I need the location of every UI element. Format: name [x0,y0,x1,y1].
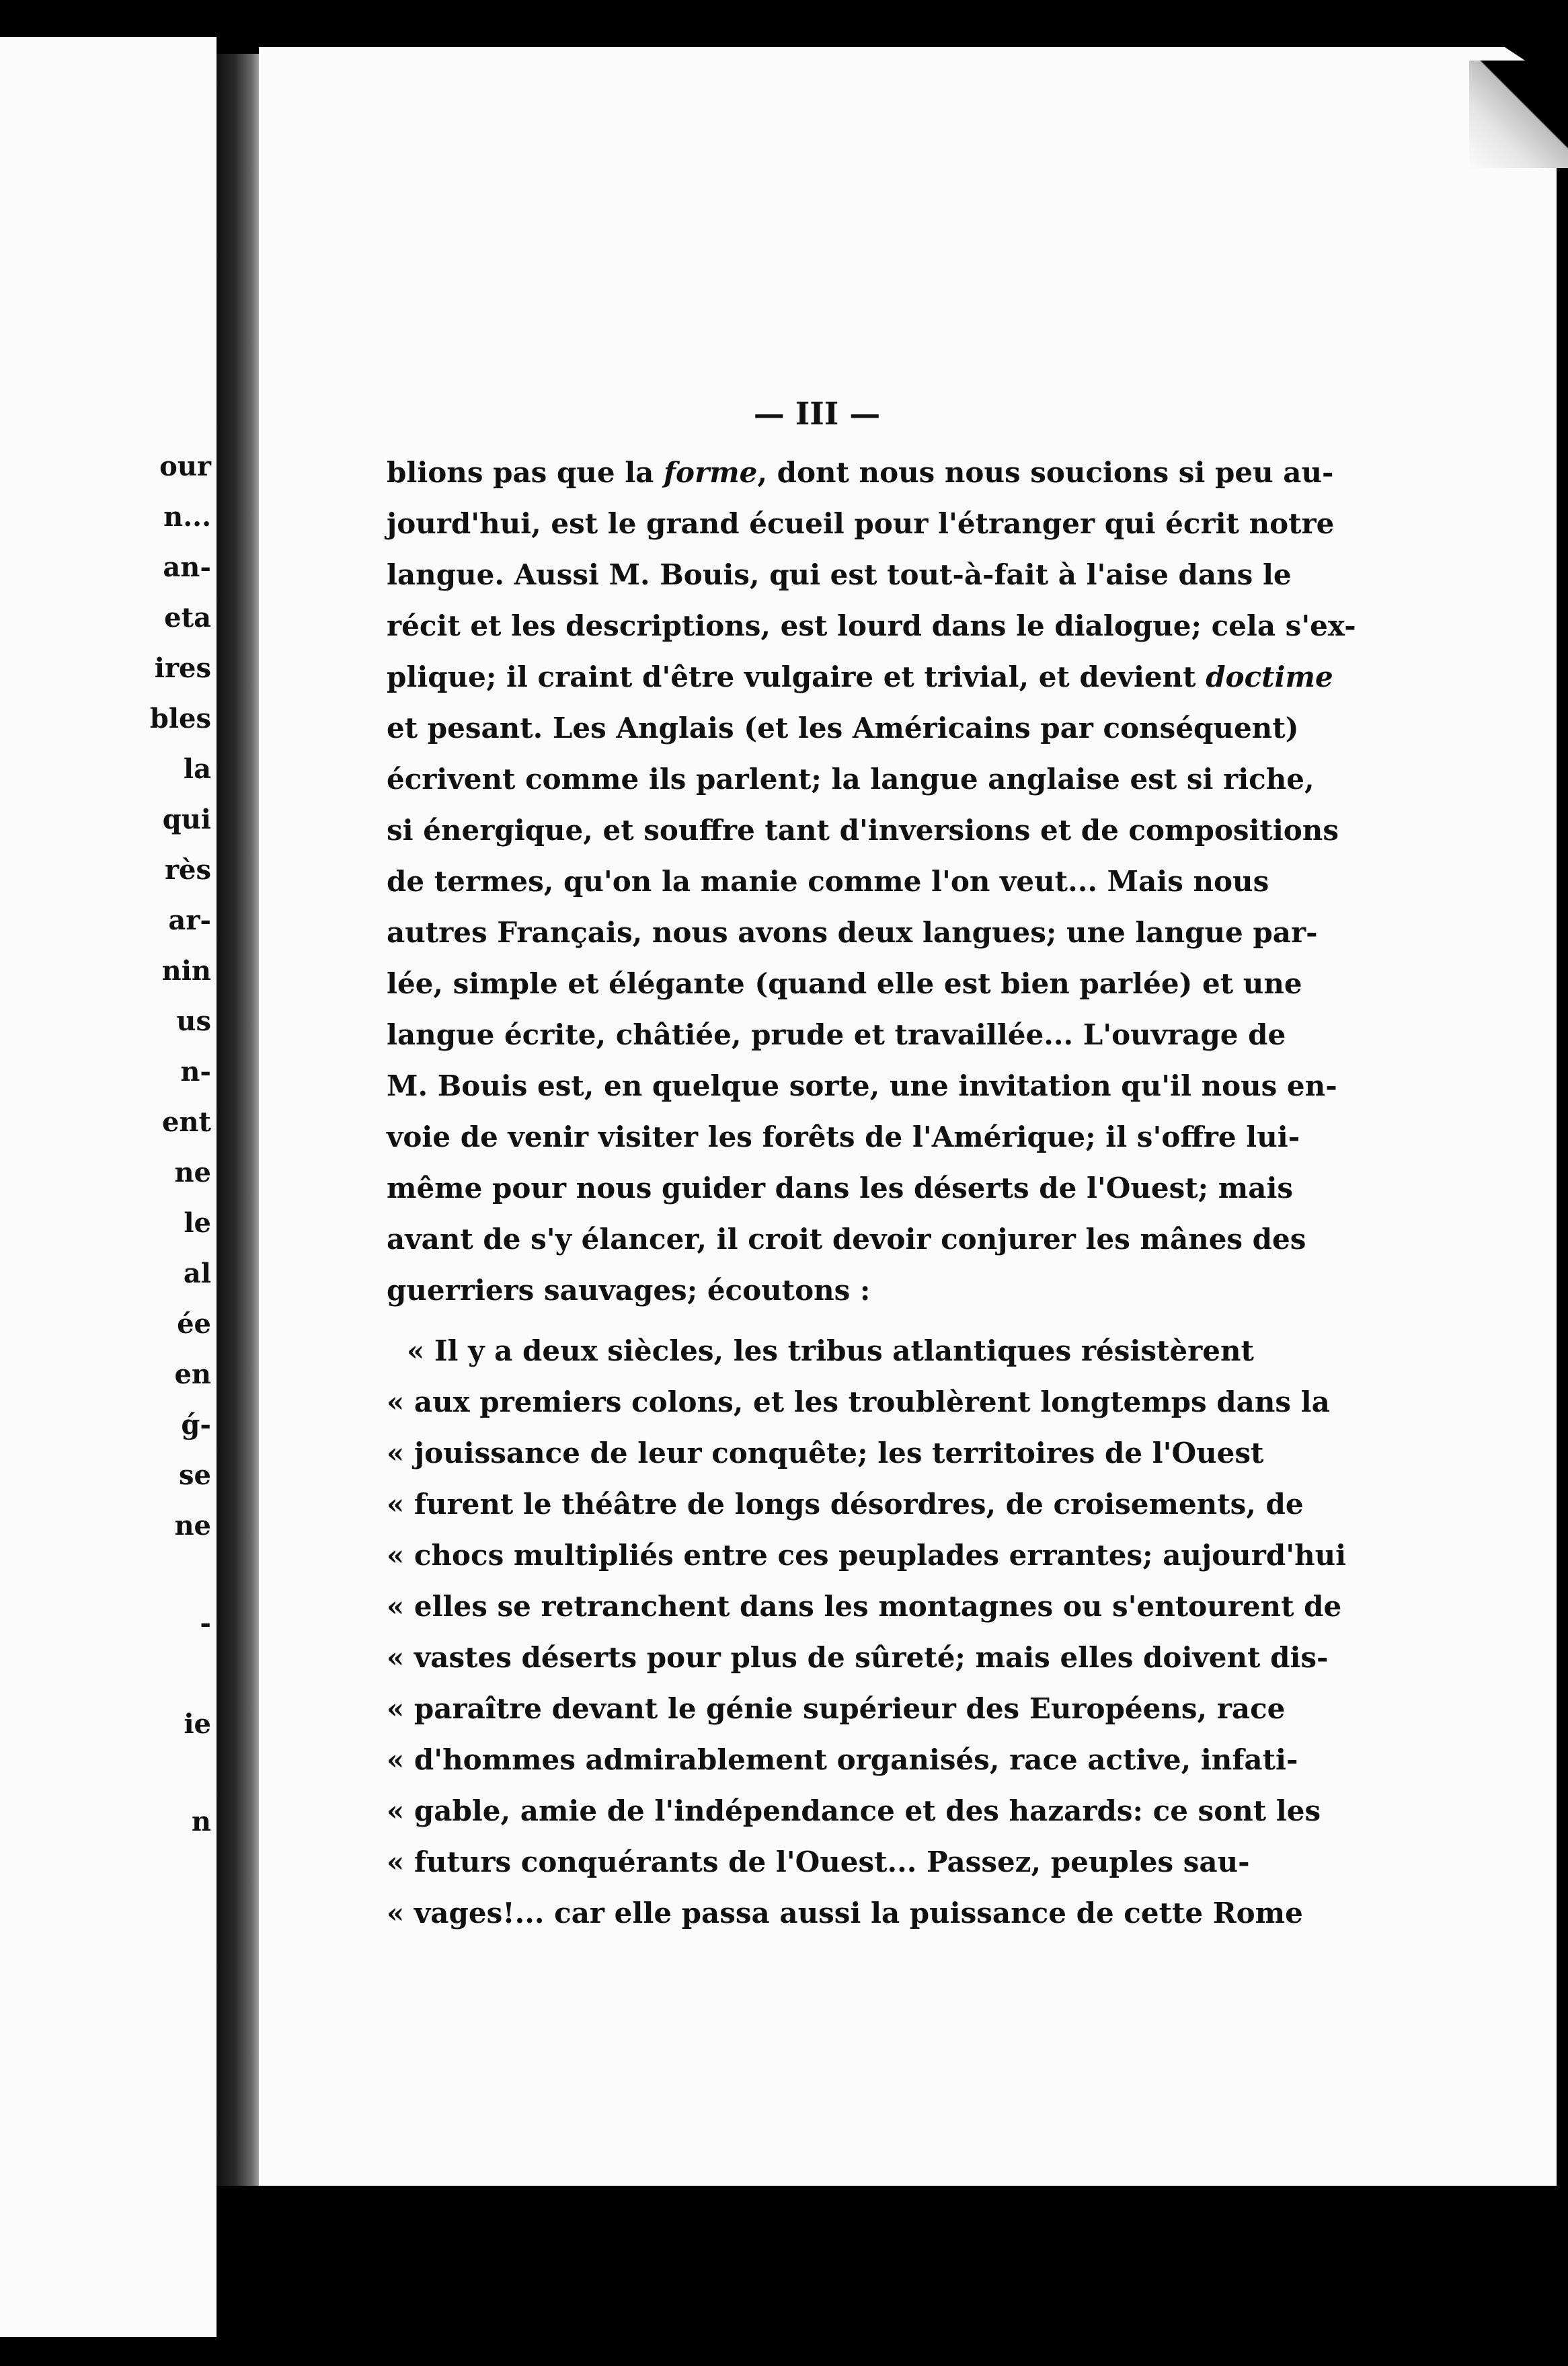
text-run: , dont nous nous soucions si peu au- [757,456,1334,489]
text-run: « vages!... car elle passa aussi la puissance de cette Rome [387,1897,1303,1930]
text-run: « aux premiers colons, et les troublèrent longtemps dans la [387,1385,1330,1418]
left-page-fragment: al [183,1258,211,1289]
left-page-fragment: our [159,451,211,482]
text-run: « furent le théâtre de longs désordres, de croisements, de [387,1488,1304,1521]
text-run: et pesant. Les Anglais (et les Américains par conséquent) [387,712,1299,745]
text-line [387,1581,1342,1632]
text-line [387,1683,1286,1734]
text-line [387,1888,1303,1939]
text-line [387,1837,1250,1888]
text-line [387,1009,1286,1061]
left-page-fragment: - [200,1607,211,1639]
text-run: « chocs multipliés entre ces peuplades errantes; aujourd'hui [387,1539,1347,1572]
text-run: langue. Aussi M. Bouis, qui est tout-à-fait à l'aise dans le [387,558,1292,591]
text-line [387,1163,1294,1214]
text-run: avant de s'y élancer, il croit devoir conjurer les mânes des [387,1223,1306,1256]
text-run: si énergique, et souffre tant d'inversions et de compositions [387,814,1339,847]
left-page-fragment: n- [180,1056,211,1087]
text-run: de termes, qu'on la manie comme l'on veut... Mais nous [387,865,1269,898]
left-page-fragment: n [191,1806,211,1837]
text-run: écrivent comme ils parlent; la langue anglaise est si riche, [387,763,1315,796]
text-line [387,1326,1254,1377]
text-run: lée, simple et élégante (quand elle est bien parlée) et une [387,967,1302,1000]
text-line [387,907,1318,958]
text-run: même pour nous guider dans les déserts de l'Ouest; mais [387,1172,1294,1205]
left-page-fragment: ires [154,652,211,684]
left-page-fragment: ar- [168,905,211,936]
italic-word: forme [663,456,758,489]
left-page-fragment: ǵ- [181,1409,211,1441]
text-run: « elles se retranchent dans les montagnes ou s'entourent de [387,1590,1342,1623]
text-run: « gable, amie de l'indépendance et des hazards: ce sont les [387,1794,1321,1827]
left-page-fragment: ent [161,1106,211,1138]
book-spine [217,54,264,2186]
text-line [387,1265,1239,1316]
text-line [387,754,1315,805]
text-run: voie de venir visiter les forêts de l'Amérique; il s'offre lui- [387,1120,1300,1153]
text-line [387,652,1333,703]
text-run: blions pas que la [387,456,664,489]
text-run: M. Bouis est, en quelque sorte, une invitation qu'il nous en- [387,1069,1337,1102]
text-line [387,1112,1300,1163]
text-run: « futurs conquérants de l'Ouest... Passez, peuples sau- [387,1845,1250,1878]
page-text [387,447,1356,1939]
text-line [387,1479,1304,1530]
text-run: « d'hommes admirablement organisés, race active, infati- [387,1743,1298,1776]
left-page-fragment: nin [161,955,211,987]
text-run: « jouissance de leur conquête; les territoires de l'Ouest [387,1437,1264,1470]
text-line [387,703,1299,754]
text-run: récit et les descriptions, est lourd dans le dialogue; cela s'ex- [387,609,1356,642]
italic-word: doctime [1206,660,1333,693]
text-run: jourd'hui, est le grand écueil pour l'étranger qui écrit notre [387,507,1335,540]
text-line [387,549,1292,601]
left-page-fragment: le [184,1207,211,1239]
text-line [387,1428,1264,1479]
text-line [387,1061,1337,1112]
left-page-fragment: rès [164,854,211,886]
left-page-fragment: bles [149,703,211,734]
text-line [387,1734,1298,1786]
text-line [387,498,1335,549]
left-page-fragment: us [176,1005,211,1037]
text-line [387,805,1339,856]
left-page-fragment: eta [164,602,211,634]
text-run: « paraître devant le génie supérieur des Européens, race [387,1692,1286,1725]
text-run: langue écrite, châtiée, prude et travaillée... L'ouvrage de [387,1018,1286,1051]
page-corner-fold [1469,61,1568,168]
text-line [387,1632,1329,1683]
left-page-fragment: en [174,1359,211,1390]
text-line [387,1530,1347,1581]
text-line [387,1214,1306,1265]
left-page-fragment: se [179,1459,211,1491]
text-run: guerriers sauvages; écoutons : [387,1274,871,1307]
left-page-fragment: an- [163,551,211,583]
left-page-fragment: qui [162,804,211,835]
text-run: « vastes déserts pour plus de sûreté; mais elles doivent dis- [387,1641,1329,1674]
left-page-fragment: la [183,753,211,785]
text-run: plique; il craint d'être vulgaire et trivial, et devient [387,660,1206,693]
page-number: — III — [753,395,881,432]
text-run: autres Français, nous avons deux langues; une langue par- [387,916,1318,949]
text-line [387,856,1269,907]
text-run: « Il y a deux siècles, les tribus atlantiques résistèrent [407,1334,1254,1367]
left-page-fragment: ne [174,1157,211,1188]
text-line [387,1786,1321,1837]
text-line [387,1377,1330,1428]
left-page-fragment: ie [184,1708,211,1740]
text-line [387,958,1302,1009]
text-line [387,601,1356,652]
left-page-fragment: ne [174,1510,211,1541]
left-page-edge [0,37,217,2337]
left-page-fragment: ée [177,1308,211,1340]
text-line [387,447,1334,498]
left-page-fragment: n... [163,501,211,533]
